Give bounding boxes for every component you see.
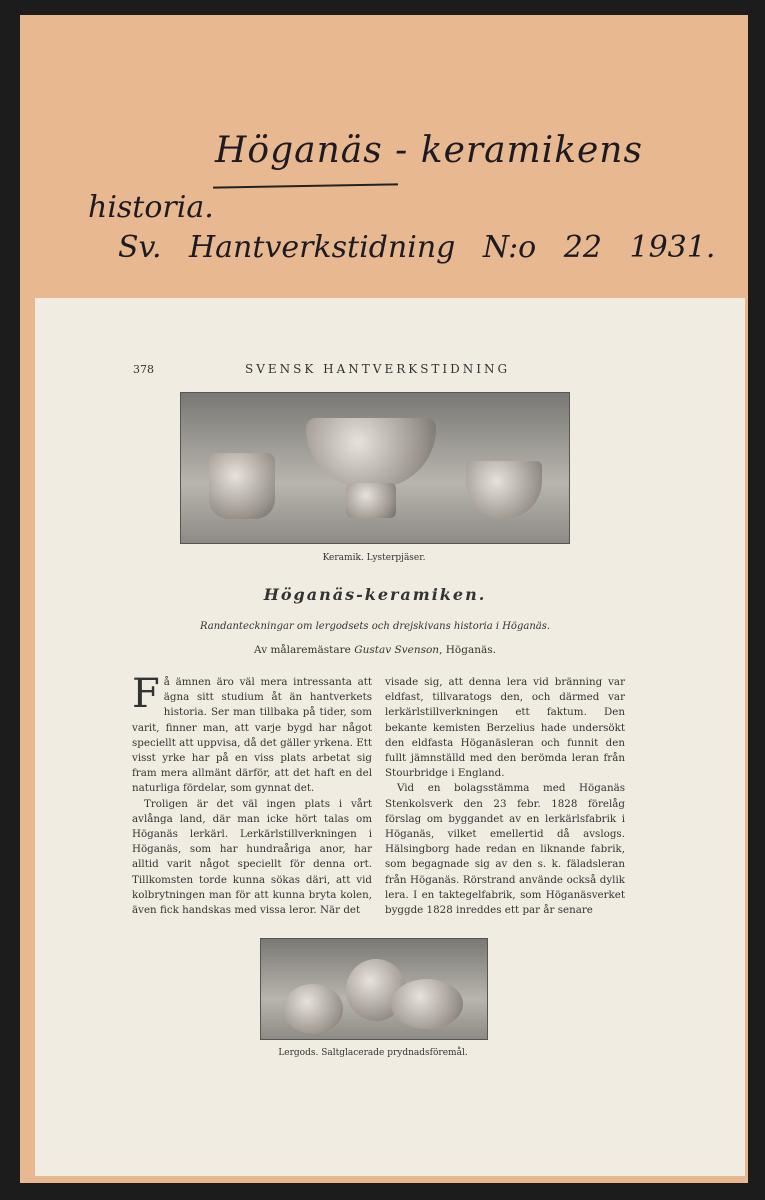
column-1 [132,671,372,918]
paragraph: Vid en bolagsstämma med Höganäs Stenkolsverk den 23 febr. 1828 förelåg förslag om byggandet av en lerkärlsfabrik i Höganäs, vilket emellertid då avslogs. Hälsingborg hade redan en liknande fabrik, som begagnade sig av den s. k. fäladsleran från Höganäs. Rörstrand använde också dylik lera. I en taktegelfabrik, som Höganäsverket byggde 1828 inreddes ett par år senare [385,782,625,917]
paragraph: visade sig, att denna lera vid bränning var eldfast, tillvaratogs den, och därmed var lerkärlstillverkningen ett faktum. Den bekante kemisten Berzelius hade undersökt den eldfasta Höganäsleran och funnit den fullt jämnställd med den berömda leran från Stourbridge i England. [385,676,625,780]
author: Gustav Svenson [354,644,440,656]
stoneware-photo [260,938,488,1040]
handwritten-source: Sv. Hantverkstidning N:o 22 1931. [118,230,716,265]
byline-prefix: Av målaremästare [254,644,355,656]
photo-caption-2: Lergods. Saltglacerade prydnadsföremål. [278,1048,468,1058]
article-title: Höganäs-keramiken. [263,585,487,604]
paragraph: Troligen är det väl ingen plats i vårt avlånga land, där man icke hört talas om Höganäs lerkärl. Lerkärlstillverkningen i Höganäs, som har hundraåriga anor, har alltid varit något speciellt för denna ort. Tillkomsten torde kunna sökas däri, att vid kolbrytningen man för att kunna bryta kolen, även fick handskas med vissa leror. När det [132,797,372,917]
article-subtitle: Randanteckningar om lergodsets och drejskivans historia i Höganäs. [199,621,551,632]
handwritten-line-2: historia. [88,190,214,225]
byline [35,644,715,656]
handwritten-title: Höganäs - keramikens [215,130,643,171]
page-number: 378 [133,363,154,376]
magazine-page [35,298,745,1176]
column-2 [385,675,625,918]
paragraph: Få ämnen äro väl mera intressanta att ägna sitt studium åt än hantverkets historia. Ser man tillbaka på tider, som varit, finner man, att varje bygd har något speciellt att uppvisa, då det gäller yrkena. Ett visst yrke har på en viss plats arbetat sig fram mera allmänt därför, att det haft en del naturliga fördelar, som gynnat det. [132,671,372,795]
ceramics-photo [180,392,570,544]
byline-suffix: , Höganäs. [439,644,496,656]
running-head: SVENSK HANTVERKSTIDNING [245,362,511,376]
drop-cap: F [132,671,160,717]
photo-caption: Keramik. Lysterpjäser. [322,553,426,563]
